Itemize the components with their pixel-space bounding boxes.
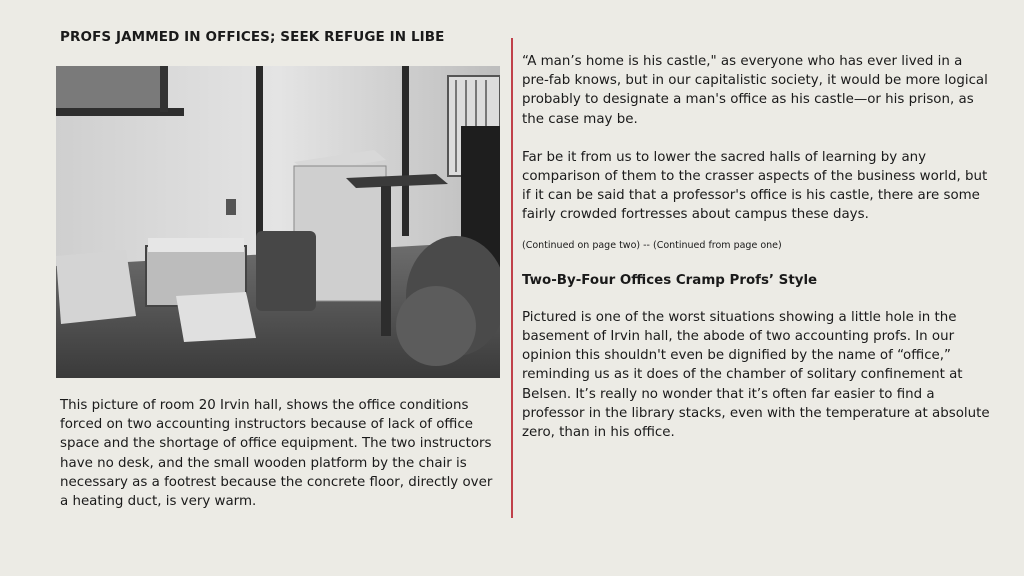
article-paragraph-1: “A man’s home is his castle," as everyone who has ever lived in a pre-fab knows, but in our capitalistic society, it would be more logical probably to designate a man's office as his castle—or his prison, as the case may be. [522,54,988,127]
photo-caption: This picture of room 20 Irvin hall, shows the office conditions forced on two accounting instructors because of lack of office space and the shortage of office equipment. The two instructors have no desk, and the small wooden platform by the chair is necessary as a footrest because the concrete floor, directly over a heating duct, is very warm. [60,398,493,510]
continuation-note: (Continued on page two) -- (Continued from page one) [522,239,782,251]
office-photo [56,66,500,378]
headline: PROFS JAMMED IN OFFICES; SEEK REFUGE IN LIBE [60,29,445,45]
article-paragraph-2: Far be it from us to lower the sacred halls of learning by any comparison of them to the crasser aspects of the business world, but if it can be said that a professor's office is his castle, there are some fairly crowded fortresses about campus these days. [522,149,988,223]
article-column [522,52,992,442]
office-photo-illustration [56,66,500,378]
article-paragraph-3: Pictured is one of the worst situations showing a little hole in the basement of Irvin hall, the abode of two accounting profs. In our opinion this shouldn't even be dignified by the name of “office,” reminding us as it does of the chamber of solitary confinement at Belsen. It’s really no wonder that it’s often far easier to find a professor in the library stacks, even with the temperature at absolute zero, than in his office. [522,309,990,441]
column-divider [511,38,513,518]
article-subheading: Two-By-Four Offices Cramp Profs’ Style [522,272,818,288]
